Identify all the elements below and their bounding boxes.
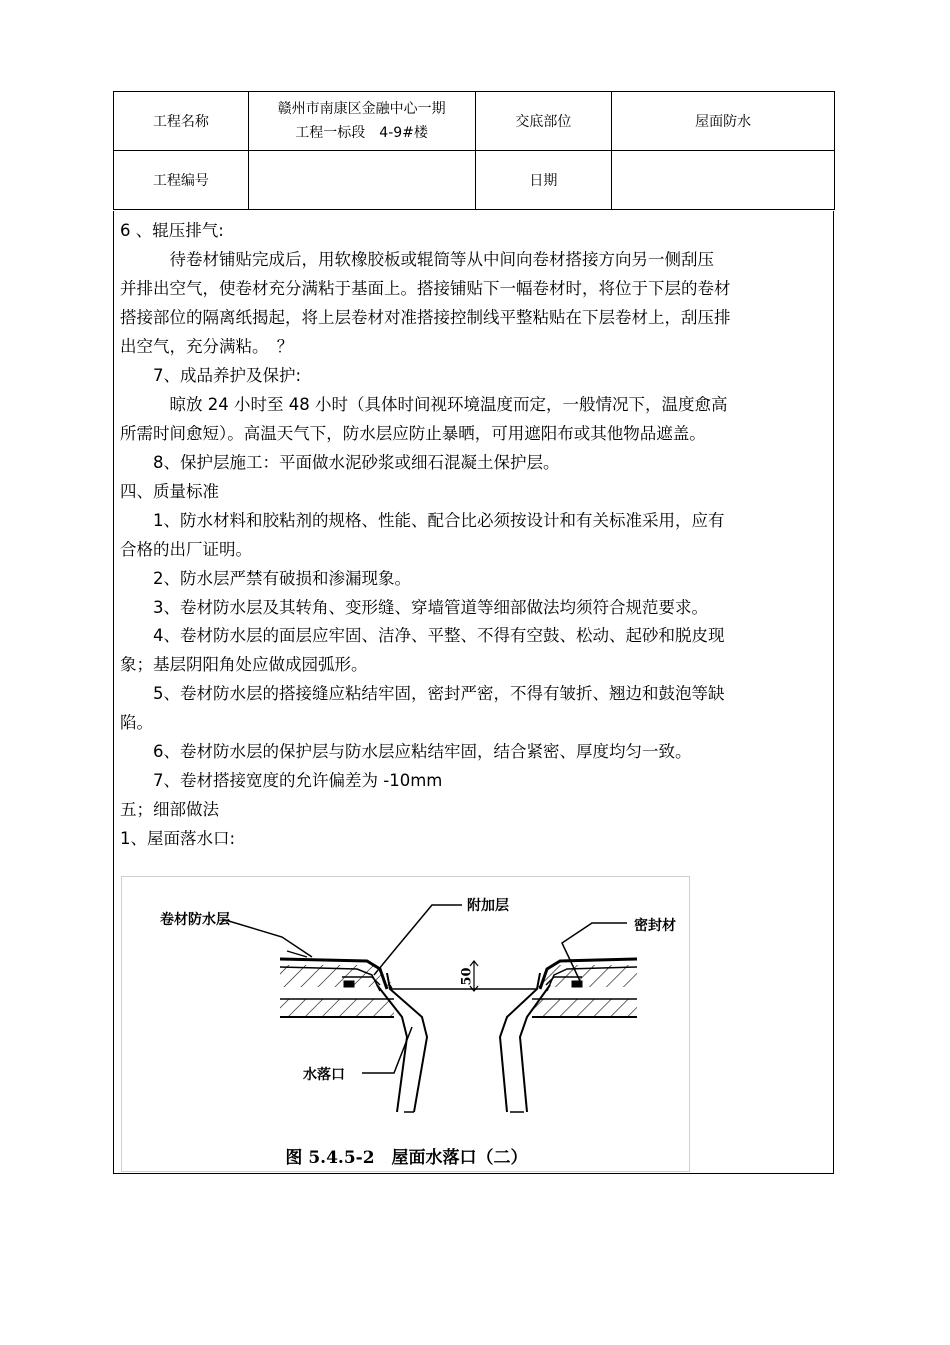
text-line: 出空气，充分满粘。 ？ <box>120 337 294 356</box>
handover-part-value: 屋面防水 <box>612 92 835 151</box>
text-line: 7、成品养护及保护: <box>120 366 302 385</box>
text-line: 6 、辊压排气: <box>120 221 224 240</box>
text-line: 四、质量标准 <box>120 482 219 501</box>
label-seal-material: 密封材 <box>634 918 676 934</box>
text-line: 7、卷材搭接宽度的允许偏差为 -10mm <box>120 771 443 790</box>
label-membrane: 卷材防水层 <box>160 912 230 928</box>
text-line: 所需时间愈短）。高温天气下，防水层应防止暴晒，可用遮阳布或其他物品遮盖。 <box>120 424 706 443</box>
label-outlet: 水落口 <box>303 1067 345 1083</box>
text-line: 五；细部做法 <box>120 800 219 819</box>
header-table <box>113 91 835 210</box>
text-line: 陷。 <box>120 713 153 732</box>
label-additional-layer: 附加层 <box>467 898 509 914</box>
handover-part-label: 交底部位 <box>475 92 612 151</box>
project-no-label: 工程编号 <box>114 151 249 210</box>
header-row-2 <box>114 151 835 210</box>
date-value <box>612 151 835 210</box>
text-line: 1、防水材料和胶粘剂的规格、性能、配合比必须按设计和有关标准采用，应有 <box>120 511 725 530</box>
project-name-label: 工程名称 <box>114 92 249 151</box>
text-line: 8、保护层施工：平面做水泥砂浆或细石混凝土保护层。 <box>120 453 560 472</box>
drain-body <box>377 973 550 1112</box>
text-line: 并排出空气，使卷材充分满粘于基面上。搭接铺贴下一幅卷材时，将位于下层的卷材 <box>120 279 731 298</box>
text-line: 待卷材铺贴完成后，用软橡胶板或辊筒等从中间向卷材搭接方向另一侧刮压 <box>120 250 714 269</box>
text-line: 合格的出厂证明。 <box>120 540 252 559</box>
label-dimension: 50 <box>459 967 475 986</box>
text-line: 搭接部位的隔离纸揭起，将上层卷材对准搭接控制线平整粘贴在下层卷材上，刮压排 <box>120 308 731 327</box>
text-line: 晾放 24 小时至 48 小时（具体时间视环境温度而定，一般情况下，温度愈高 <box>120 395 728 414</box>
text-line: 4、卷材防水层的面层应牢固、洁净、平整、不得有空鼓、松动、起砂和脱皮现 <box>120 626 725 645</box>
text-line: 象；基层阴阳角处应做成园弧形。 <box>120 655 368 674</box>
project-name-line-1: 赣州市南康区金融中心一期 <box>277 101 446 117</box>
text-line: 5、卷材防水层的搭接缝应粘结牢固，密封严密，不得有皱折、翘边和鼓泡等缺 <box>120 684 725 703</box>
header-row-1 <box>114 92 835 151</box>
project-name-value <box>248 92 475 151</box>
date-label: 日期 <box>475 151 612 210</box>
project-no-value <box>248 151 475 210</box>
roof-drain-figure <box>121 876 690 1172</box>
figure-caption: 图 5.4.5-2 屋面水落口（二） <box>285 1148 528 1168</box>
project-name-line-2: 工程一标段 4-9#楼 <box>295 125 428 141</box>
text-line: 6、卷材防水层的保护层与防水层应粘结牢固，结合紧密、厚度均匀一致。 <box>120 742 692 761</box>
text-line: 1、屋面落水口: <box>120 829 236 848</box>
text-line: 3、卷材防水层及其转角、变形缝、穿墙管道等细部做法均须符合规范要求。 <box>120 598 708 617</box>
left-slab <box>280 965 394 1017</box>
text-line: 2、防水层严禁有破损和渗漏现象。 <box>120 569 411 588</box>
